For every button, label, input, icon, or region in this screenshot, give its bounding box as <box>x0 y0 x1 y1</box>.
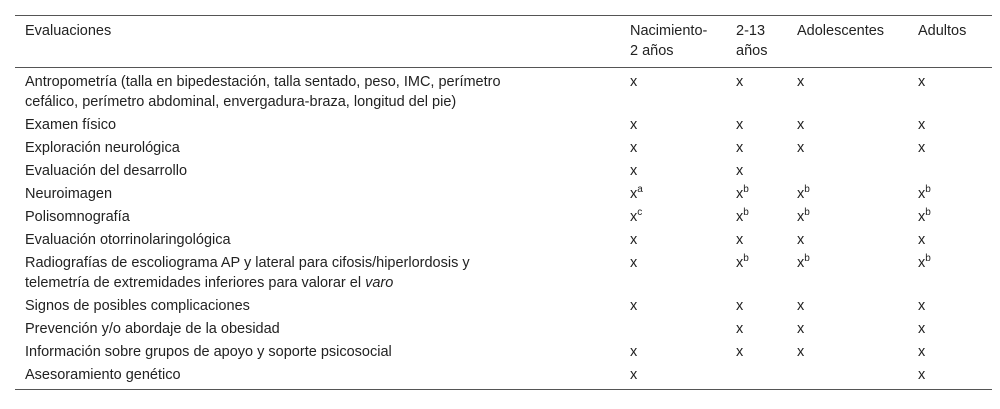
cell-value: x <box>918 117 926 133</box>
cell-value: x <box>918 209 926 225</box>
row-label-line: Información sobre grupos de apoyo y soporte psicosocial <box>25 344 392 360</box>
footnote-marker: b <box>743 253 749 264</box>
cell-value: x <box>797 140 805 156</box>
cell-mark <box>620 295 726 318</box>
cell-value: x <box>630 367 638 383</box>
cell-mark <box>787 68 908 115</box>
cell-value: x <box>630 186 638 202</box>
table-row <box>15 318 992 341</box>
row-label <box>15 68 620 115</box>
cell-value: x <box>918 186 926 202</box>
table-row <box>15 229 992 252</box>
cell-mark <box>908 364 992 390</box>
row-label-line: cefálico, perímetro abdominal, envergadura-braza, longitud del pie) <box>25 94 457 110</box>
cell-value: x <box>797 298 805 314</box>
row-label-line: Evaluación otorrinolaringológica <box>25 232 231 248</box>
cell-value: x <box>797 344 805 360</box>
table-row <box>15 295 992 318</box>
cell-value: x <box>736 255 744 271</box>
cell-mark <box>787 160 908 183</box>
table-row <box>15 183 992 206</box>
cell-mark <box>787 183 908 206</box>
table-row <box>15 68 992 115</box>
cell-mark <box>620 364 726 390</box>
cell-mark <box>726 295 787 318</box>
cell-mark <box>908 68 992 115</box>
cell-mark <box>787 229 908 252</box>
header-evaluaciones: Evaluaciones <box>15 16 620 68</box>
cell-mark <box>620 68 726 115</box>
cell-mark <box>726 114 787 137</box>
cell-mark <box>726 160 787 183</box>
cell-value: x <box>736 209 744 225</box>
cell-value: x <box>918 298 926 314</box>
cell-mark <box>908 114 992 137</box>
row-label <box>15 295 620 318</box>
cell-mark <box>620 252 726 295</box>
row-label <box>15 364 620 390</box>
cell-mark <box>620 137 726 160</box>
row-label-line: Antropometría (talla en bipedestación, talla sentado, peso, IMC, perímetro <box>25 74 501 90</box>
row-label-line: Neuroimagen <box>25 186 113 202</box>
row-label <box>15 137 620 160</box>
cell-value: x <box>630 117 638 133</box>
cell-mark <box>787 252 908 295</box>
cell-mark <box>726 183 787 206</box>
row-label-line: Prevención y/o abordaje de la obesidad <box>25 321 280 337</box>
cell-mark <box>620 206 726 229</box>
cell-value: x <box>736 74 744 90</box>
header-line: 2 años <box>630 43 674 59</box>
cell-mark <box>908 206 992 229</box>
header-row <box>15 16 992 68</box>
cell-mark <box>726 137 787 160</box>
row-label-italic: varo <box>365 275 394 291</box>
row-label-line: Polisomnografía <box>25 209 130 225</box>
cell-value: x <box>630 74 638 90</box>
cell-mark <box>726 229 787 252</box>
cell-value: x <box>797 186 805 202</box>
cell-mark <box>620 114 726 137</box>
cell-mark <box>726 252 787 295</box>
cell-mark <box>908 252 992 295</box>
row-label-line: Signos de posibles complicaciones <box>25 298 250 314</box>
cell-value: x <box>736 321 744 337</box>
cell-mark <box>726 206 787 229</box>
cell-value: x <box>630 209 638 225</box>
cell-value: x <box>736 117 744 133</box>
footnote-marker: b <box>743 184 749 195</box>
cell-mark <box>726 68 787 115</box>
cell-mark <box>726 318 787 341</box>
footnote-marker: c <box>637 207 643 218</box>
row-label <box>15 341 620 364</box>
row-label-line: Examen físico <box>25 117 117 133</box>
table-row <box>15 160 992 183</box>
footnote-marker: b <box>743 207 749 218</box>
evaluations-table <box>15 15 992 390</box>
cell-value: x <box>918 140 926 156</box>
cell-mark <box>787 295 908 318</box>
cell-value: x <box>918 74 926 90</box>
row-label <box>15 318 620 341</box>
row-label <box>15 183 620 206</box>
cell-value: x <box>736 186 744 202</box>
cell-value: x <box>918 232 926 248</box>
cell-value: x <box>630 232 638 248</box>
cell-mark <box>908 229 992 252</box>
cell-mark <box>908 183 992 206</box>
cell-mark <box>908 160 992 183</box>
row-label <box>15 206 620 229</box>
row-label-line: Asesoramiento genético <box>25 367 181 383</box>
cell-mark <box>620 318 726 341</box>
footnote-marker: b <box>804 207 810 218</box>
footnote-marker: b <box>925 184 931 195</box>
cell-mark <box>787 318 908 341</box>
header-adultos: Adultos <box>908 16 992 68</box>
cell-mark <box>908 341 992 364</box>
header-adolescentes: Adolescentes <box>787 16 908 68</box>
row-label <box>15 252 620 295</box>
cell-value: x <box>630 255 638 271</box>
footnote-marker: b <box>804 253 810 264</box>
cell-value: x <box>736 344 744 360</box>
row-label-line: Evaluación del desarrollo <box>25 163 188 179</box>
header-nacimiento-2-anos <box>620 16 726 68</box>
row-label <box>15 160 620 183</box>
cell-mark <box>908 295 992 318</box>
cell-value: x <box>736 140 744 156</box>
cell-value: x <box>630 140 638 156</box>
cell-value: x <box>797 255 805 271</box>
cell-value: x <box>797 117 805 133</box>
cell-mark <box>787 206 908 229</box>
footnote-marker: b <box>925 207 931 218</box>
table-row <box>15 114 992 137</box>
cell-value: x <box>918 344 926 360</box>
table-row <box>15 341 992 364</box>
cell-mark <box>908 137 992 160</box>
cell-mark <box>787 364 908 390</box>
cell-mark <box>787 341 908 364</box>
cell-mark <box>787 137 908 160</box>
table-row <box>15 137 992 160</box>
table-header <box>15 16 992 68</box>
cell-value: x <box>797 74 805 90</box>
footnote-marker: b <box>925 253 931 264</box>
row-label <box>15 114 620 137</box>
table-row <box>15 364 992 390</box>
row-label-line: Exploración neurológica <box>25 140 180 156</box>
header-line: años <box>736 43 768 59</box>
cell-value: x <box>918 367 926 383</box>
cell-mark <box>908 318 992 341</box>
header-line: Nacimiento- <box>630 23 708 39</box>
cell-value: x <box>918 255 926 271</box>
row-label-line: Radiografías de escoliograma AP y lateral para cifosis/hiperlordosis y <box>25 255 470 271</box>
cell-mark <box>787 114 908 137</box>
row-label <box>15 229 620 252</box>
cell-value: x <box>797 209 805 225</box>
cell-value: x <box>630 163 638 179</box>
cell-value: x <box>797 232 805 248</box>
cell-value: x <box>736 163 744 179</box>
row-label-line: telemetría de extremidades inferiores para valorar el <box>25 275 366 291</box>
table-row <box>15 206 992 229</box>
cell-mark <box>726 364 787 390</box>
cell-mark <box>620 341 726 364</box>
table-body <box>15 68 992 390</box>
cell-value: x <box>736 298 744 314</box>
footnote-marker: b <box>804 184 810 195</box>
cell-value: x <box>630 298 638 314</box>
cell-value: x <box>630 344 638 360</box>
cell-value: x <box>736 232 744 248</box>
header-2-13-anos <box>726 16 787 68</box>
cell-value: x <box>918 321 926 337</box>
header-line: 2-13 <box>736 23 766 39</box>
cell-mark <box>620 160 726 183</box>
footnote-marker: a <box>637 184 643 195</box>
table-row <box>15 252 992 295</box>
cell-mark <box>620 229 726 252</box>
cell-value: x <box>797 321 805 337</box>
cell-mark <box>620 183 726 206</box>
cell-mark <box>726 341 787 364</box>
